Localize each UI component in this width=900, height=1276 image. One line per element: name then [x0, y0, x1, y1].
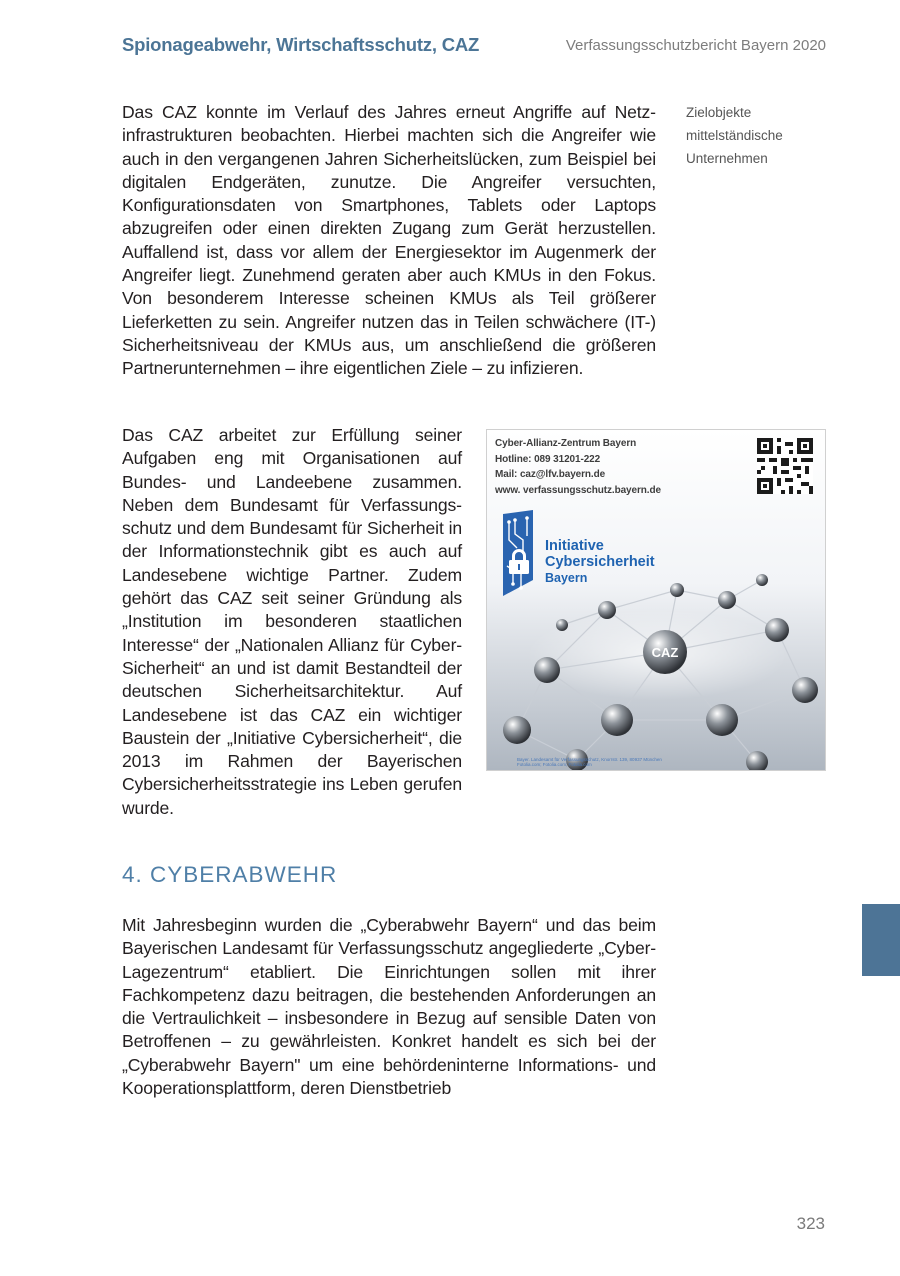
poster-mail: Mail: caz@lfv.bayern.de: [495, 469, 606, 480]
margin-note-line-2: mittelständische: [686, 128, 783, 143]
body-paragraph-3: Mit Jahresbeginn wurden die „Cyberabwehr Bayern“ und das beim Bayerischen Landesamt für Verfassungsschutz angegliederte „Cyber-Lagezentrum“ etabliert. Die Einrichtungen sollen mit ihrer Fachkompetenz dazu beitragen, die bestehenden Anforderungen an die Vertraulichkeit – insbesondere in Bezug auf sensible Daten von Betroffenen – zu gewährleisten. Konkret handelt es sich bei der „Cyberabwehr Bayern" um eine behördeninterne Informations- und Kooperationsplattform, deren Dienstbetrieb: [122, 915, 656, 1099]
body-paragraph-1: Das CAZ konnte im Verlauf des Jahres erneut Angriffe auf Netzinfrastrukturen beobachten. Hierbei machten sich die Angreifer wie auch in den vergangenen Jahren Sicherheitslücken, zum Beispiel bei digitalen Endgeräten, zunutze. Die Angreifer versuchten, Konfigurationsdaten von Smartphones, Tablets oder Laptops abzugreifen oder einen direkten Zugang zum Gerät herzustellen. Auffallend ist, dass vor allem der Energiesektor im Augenmerk der Angreifer liegt. Zunehmend geraten aber auch KMUs in den Fokus. Von besonderem Interesse scheinen KMUs als Teil größerer Lieferketten zu sein. Angreifer nutzen das in Teilen schwächere (IT-) Sicherheitsniveau der KMUs aus, um anschließend die größeren Partnerunternehmen – ihre eigentlichen Ziele – zu infizieren.: [122, 102, 656, 379]
section-heading: 4. CYBERABWEHR: [122, 862, 338, 887]
poster-website: www. verfassungsschutz.bayern.de: [495, 484, 661, 496]
caz-poster-figure: [486, 429, 826, 771]
initiative-line-3: Bayern: [545, 571, 588, 585]
initiative-line-2: Cybersicherheit: [545, 554, 655, 570]
poster-org-name: Cyber-Allianz-Zentrum Bayern: [495, 438, 637, 449]
initiative-logo-text: [545, 538, 655, 586]
qr-code-icon: [757, 438, 813, 494]
poster-hotline: Hotline: 089 31201-222: [495, 453, 601, 465]
running-header-title: Spionageabwehr, Wirtschaftsschutz, CAZ: [122, 34, 480, 55]
body-paragraph-2: Das CAZ arbeitet zur Erfüllung seiner Aufgaben eng mit Organisationen auf Bundes- und Landeebene zusammen. Neben dem Bundesamt für Verfassungsschutz und dem Bundesamt für Sicherheit in der Informationstechnik gibt es auch auf Landesebene wichtige Partner. Zudem gehört das CAZ seit seiner Gründung als „Institution im besonderen staatlichen Interesse“ der „Nationalen Allianz für Cyber-Sicherheit“ an und ist damit Bestandteil der deutschen Sicherheitsarchitektur. Auf Landesebene ist das CAZ ein wichtiger Baustein der „Initiative Cybersicherheit“, die 2013 im Rahmen der Bayerischen Cybersicherheitsstrategie ins Leben gerufen wurde.: [122, 425, 462, 818]
page-number: 323: [796, 1214, 825, 1233]
poster-fineprint: [517, 757, 817, 767]
running-header-report: Verfassungsschutzbericht Bayern 2020: [565, 37, 826, 54]
margin-note: [686, 101, 836, 170]
chapter-side-tab: [862, 904, 900, 976]
caz-hub-label: CAZ: [651, 645, 679, 660]
margin-note-line-3: Unternehmen: [686, 151, 768, 166]
circuit-lock-icon: [493, 510, 541, 596]
poster-fineprint-line-2: Fotolia.com; Fotolia.com; Fotolia.com: [517, 762, 592, 767]
initiative-line-1: Initiative: [545, 538, 604, 554]
poster-fineprint-line-1: Bayer. Landesamt für Verfassungsschutz, Knorrstr. 139, 80937 München: [517, 757, 662, 762]
margin-note-line-1: Zielobjekte: [686, 105, 752, 120]
poster-contact-block: [495, 436, 661, 498]
